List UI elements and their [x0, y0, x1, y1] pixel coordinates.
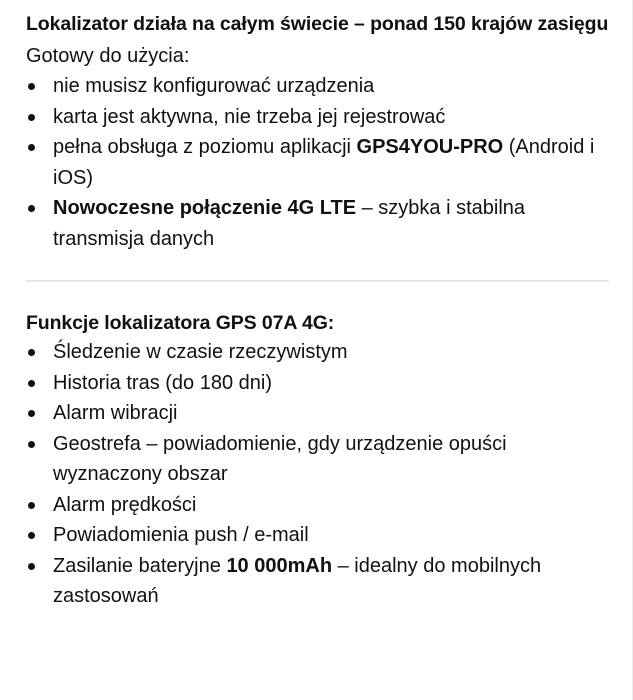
- list-item: Powiadomienia push / e-mail: [26, 520, 616, 551]
- ready-to-use-list: [26, 71, 616, 254]
- bullet-icon: [28, 205, 35, 212]
- bullet-icon: [28, 349, 35, 356]
- features-list: [26, 337, 616, 612]
- bullet-icon: [28, 441, 35, 448]
- list-item: pełna obsługa z poziomu aplikacji GPS4YOU-PRO (Android i iOS): [26, 132, 616, 193]
- app-name: GPS4YOU-PRO: [356, 136, 504, 158]
- coverage-heading: Lokalizator działa na całym świecie – ponad 150 krajów zasięgu: [26, 13, 609, 35]
- list-item: Geostrefa – powiadomienie, gdy urządzenie opuści wyznaczony obszar: [26, 429, 616, 490]
- features-heading: Funkcje lokalizatora GPS 07A 4G:: [26, 312, 335, 334]
- list-item: Zasilanie bateryjne 10 000mAh – idealny do mobilnych zastosowań: [26, 551, 616, 612]
- list-item: nie musisz konfigurować urządzenia: [26, 71, 616, 102]
- bullet-icon: [28, 114, 35, 121]
- bullet-icon: [28, 380, 35, 387]
- bullet-icon: [28, 410, 35, 417]
- battery-capacity: 10 000mAh: [226, 554, 333, 577]
- list-item: Historia tras (do 180 dni): [26, 368, 616, 399]
- list-item: Śledzenie w czasie rzeczywistym: [26, 337, 616, 368]
- list-item: Nowoczesne połączenie 4G LTE – szybka i stabilna transmisja danych: [26, 193, 616, 254]
- ready-to-use-label: Gotowy do użycia:: [26, 45, 190, 67]
- bullet-icon: [28, 83, 35, 90]
- lte-feature: Nowoczesne połączenie 4G LTE: [53, 197, 357, 219]
- bullet-icon: [28, 563, 35, 570]
- product-description: [26, 11, 616, 612]
- list-item: Alarm wibracji: [26, 398, 616, 429]
- section-divider: [26, 280, 609, 282]
- bullet-icon: [28, 502, 35, 509]
- list-item: Alarm prędkości: [26, 490, 616, 521]
- bullet-icon: [28, 144, 35, 151]
- bullet-icon: [28, 532, 35, 539]
- list-item: karta jest aktywna, nie trzeba jej rejestrować: [26, 102, 616, 133]
